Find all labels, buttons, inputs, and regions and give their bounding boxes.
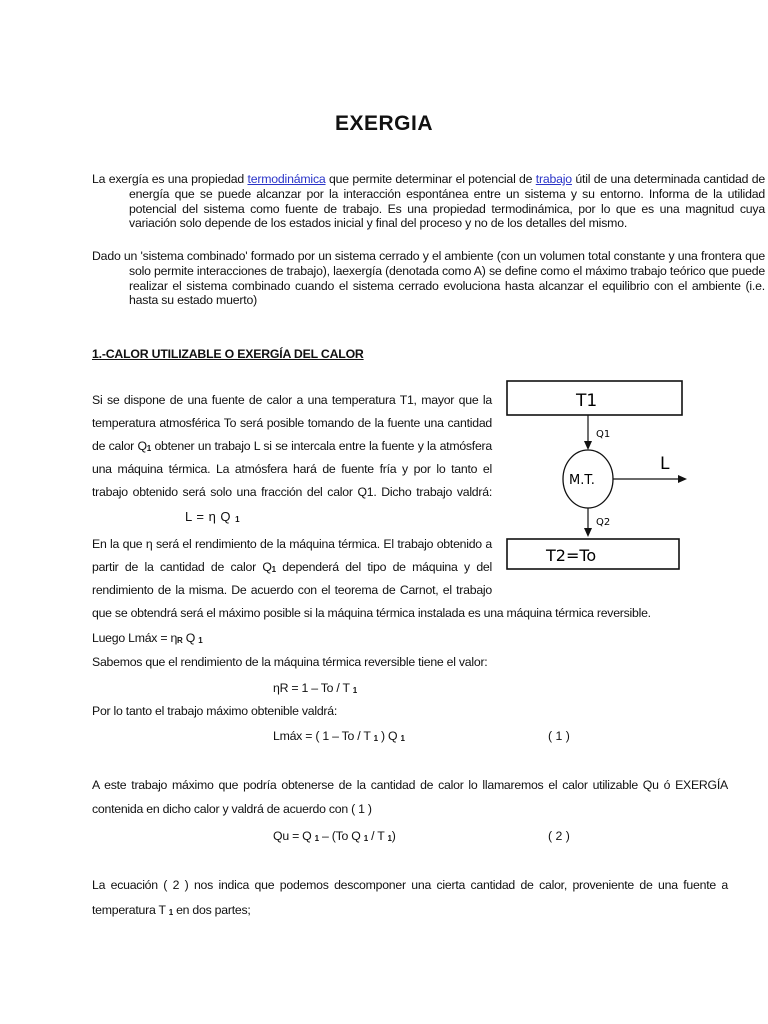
intro-paragraph-1	[92, 172, 765, 231]
intro-paragraph-2: Dado un 'sistema combinado' formado por un sistema cerrado y el ambiente (con un volumen total constante y una frontera que solo permite interacciones de trabajo), laexergía (denotada como A) se define como el máximo trabajo teórico que puede realizar el sistema combinado cuando el sistema cerrado evoluciona hasta alcanzar el equilibrio con el ambiente (i.e. hasta su estado muerto)	[92, 249, 765, 308]
equation-qu: Qu = Q 1 – (To Q 1 / T 1)	[273, 829, 396, 843]
body-line-2: temperatura atmosférica To será posible tomando de la fuente una cantidad	[92, 416, 492, 430]
body-line-7: partir de la cantidad de calor Q1 dependerá del tipo de máquina y del	[92, 560, 492, 574]
q1-label: Q1	[596, 429, 611, 440]
link-termodinamica[interactable]: termodinámica	[247, 172, 326, 186]
q1-arrow-head	[584, 441, 592, 450]
body-line-11: Sabemos que el rendimiento de la máquina térmica reversible tiene el valor:	[92, 655, 488, 669]
intro-text-a: La exergía es una propiedad	[92, 172, 248, 186]
equation-eta-r: ηR = 1 – To / T 1	[273, 681, 357, 695]
body-line-9: que se obtendrá será el máximo posible si la máquina térmica instalada es una máquina térmica reversible.	[92, 606, 651, 620]
intro-text-c: útil de una determinada cantidad de energía que se puede alcanzar por la interacción espontánea entre un sistema y su entorno. Informa de la utilidad potencial del sistema como fuente de trabajo. Es una propiedad termodinámica, por lo que es una magnitud cuya variación solo depende de los estados inicial y final del proceso y no de los detalles del mismo.	[129, 172, 766, 231]
engine-label: M.T.	[569, 473, 595, 488]
q2-label: Q2	[596, 517, 611, 528]
cold-sink-label: T2=To	[546, 546, 597, 565]
hot-source-label: T1	[576, 391, 598, 411]
body-line-1: Si se dispone de una fuente de calor a una temperatura T1, mayor que la	[92, 393, 492, 407]
body-line-8: rendimiento de la misma. De acuerdo con el teorema de Carnot, el trabajo	[92, 583, 492, 597]
equation-lmax: Lmáx = ( 1 – To / T 1 ) Q 1	[273, 729, 405, 743]
equation-number-1: ( 1 )	[548, 729, 570, 743]
body-line-16: temperatura T 1 en dos partes;	[92, 903, 251, 917]
body-line-12: Por lo tanto el trabajo máximo obtenible valdrá:	[92, 704, 338, 718]
document-title: EXERGIA	[334, 112, 434, 135]
heat-engine-diagram	[500, 375, 690, 575]
intro-text-b: que permite determinar el potencial de	[325, 172, 536, 186]
body-line-4: una máquina térmica. La atmósfera hará de fuente fría y por lo tanto el	[92, 462, 492, 476]
equation-number-2: ( 2 )	[548, 829, 570, 843]
body-line-10: Luego Lmáx = ηR Q 1	[92, 631, 203, 645]
body-line-3: de calor Q1 obtener un trabajo L si se intercala entre la fuente y la atmósfera	[92, 439, 492, 453]
body-line-5: trabajo obtenido será solo una fracción del calor Q1. Dicho trabajo valdrá:	[92, 485, 492, 499]
equation-l-eta-q1: L = η Q 1	[185, 509, 241, 524]
body-line-15: La ecuación ( 2 ) nos indica que podemos descomponer una cierta cantidad de calor, proveniente de una fuente a	[92, 878, 728, 892]
body-line-13: A este trabajo máximo que podría obtenerse de la cantidad de calor lo llamaremos el calor utilizable Qu ó EXERGÍA	[92, 778, 728, 792]
work-arrow-head	[678, 475, 687, 483]
work-label: L	[660, 454, 670, 474]
section-heading: 1.-CALOR UTILIZABLE O EXERGÍA DEL CALOR	[92, 347, 364, 361]
link-trabajo[interactable]: trabajo	[535, 172, 572, 186]
q2-arrow-head	[584, 528, 592, 537]
body-line-14: contenida en dicho calor y valdrá de acuerdo con ( 1 )	[92, 802, 372, 816]
body-line-6: En la que η será el rendimiento de la máquina térmica. El trabajo obtenido a	[92, 537, 492, 551]
